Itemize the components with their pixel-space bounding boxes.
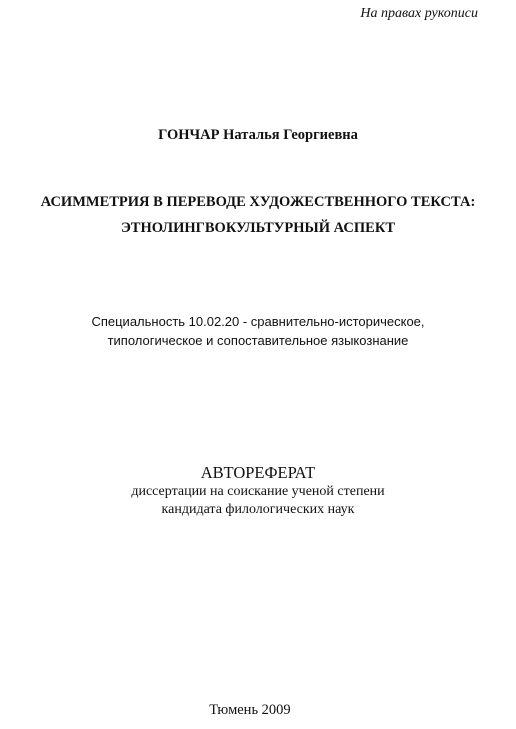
abstract-line: диссертации на соискание ученой степени <box>131 484 385 499</box>
abstract-heading: АВТОРЕФЕРАТ <box>200 463 316 482</box>
specialty-line: Специальность 10.02.20 - сравнительно-историческое, <box>91 314 425 329</box>
title-line: ЭТНОЛИНГВОКУЛЬТУРНЫЙ АСПЕКТ <box>120 220 396 236</box>
place-year: Тюмень 2009 <box>209 702 291 718</box>
specialty-block <box>0 312 516 350</box>
abstract-line: кандидата филологических наук <box>161 502 355 517</box>
title-line: АСИММЕТРИЯ В ПЕРЕВОДЕ ХУДОЖЕСТВЕННОГО ТЕКСТА: <box>40 194 476 210</box>
dissertation-title <box>0 189 516 241</box>
specialty-line: типологическое и сопоставительное языкознание <box>107 333 409 348</box>
abstract-block <box>0 462 516 519</box>
rights-notice: На правах рукописи <box>360 6 478 21</box>
author-name: ГОНЧАР Наталья Георгиевна <box>158 127 358 143</box>
